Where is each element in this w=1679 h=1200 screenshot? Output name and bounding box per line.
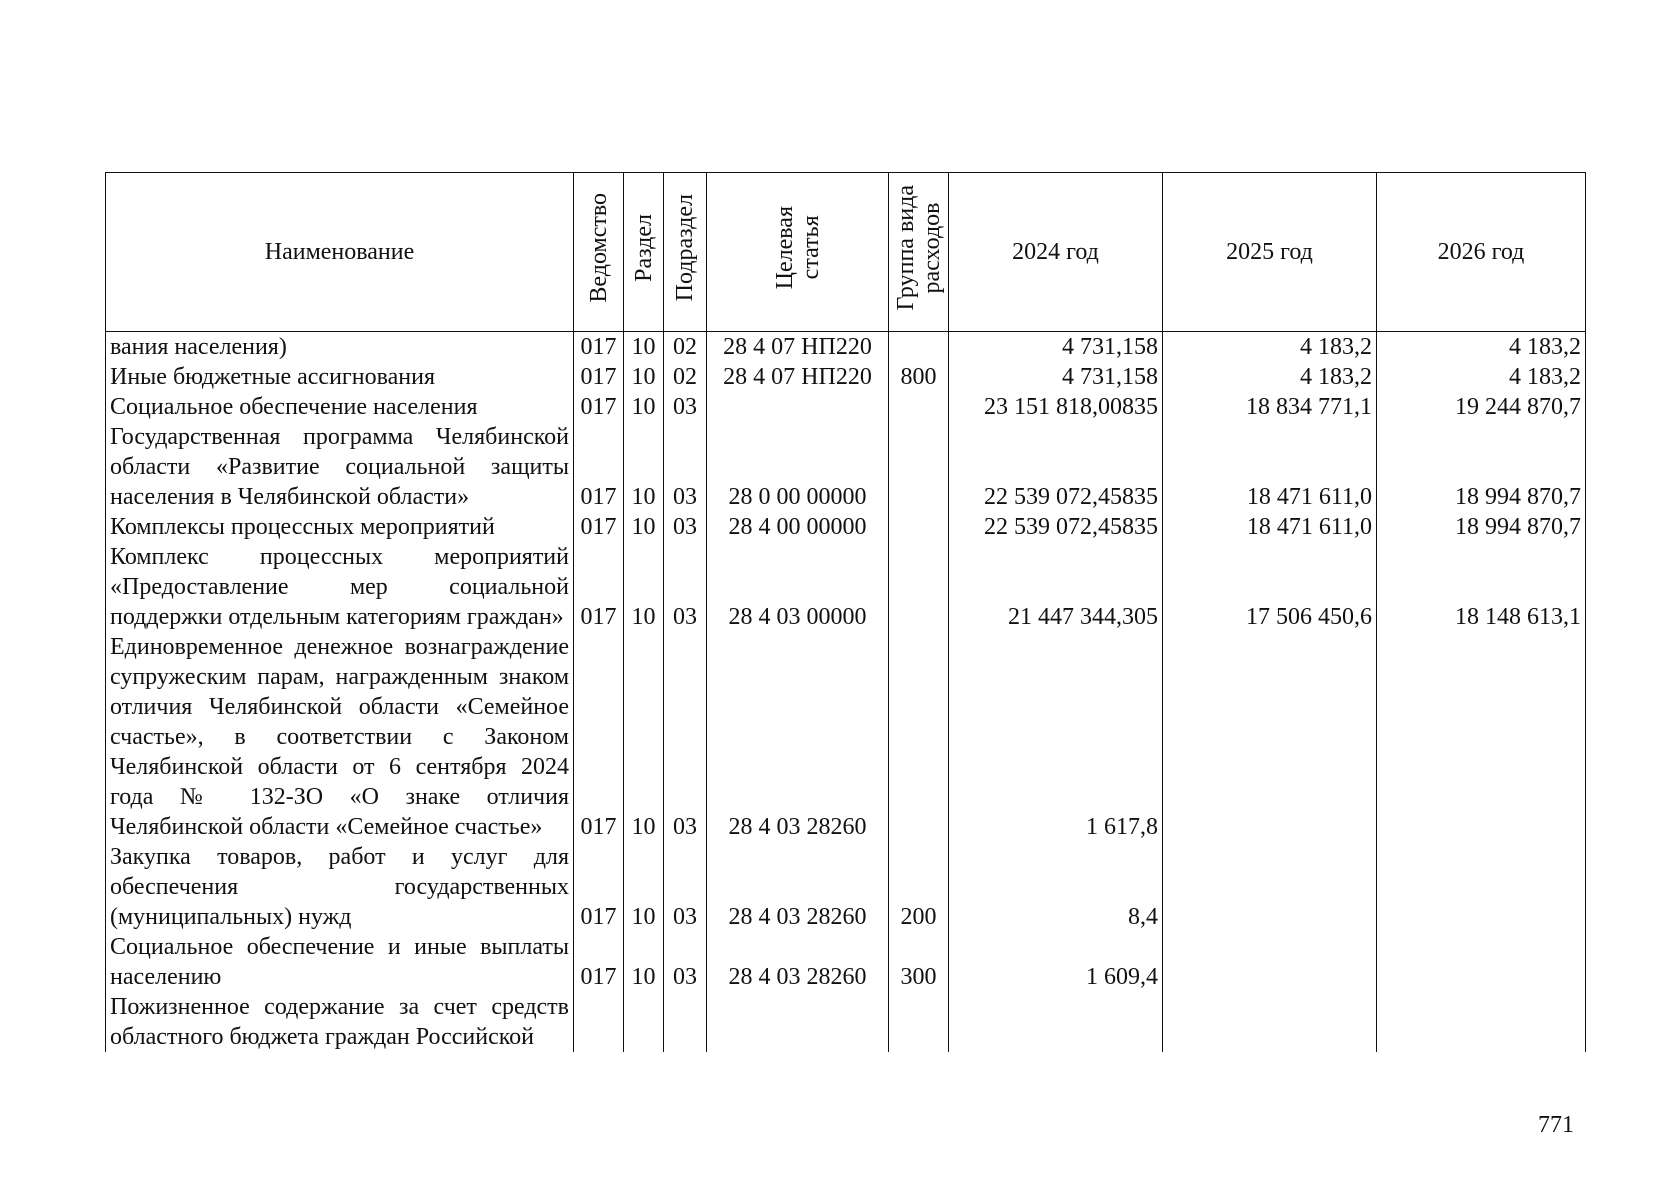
header-expense-group: Группа вида расходов — [889, 173, 949, 332]
row-podrazdel: 03 — [664, 542, 707, 632]
row-amount-2026: 18 994 870,7 — [1377, 422, 1586, 512]
row-target-article: 28 4 03 28260 — [707, 932, 889, 992]
row-vedomstvo: 017 — [574, 842, 624, 932]
row-amount-2025 — [1163, 842, 1377, 932]
row-name: вания населения) — [106, 332, 574, 363]
row-name: Государственная программа Челябинской области «Развитие социальной защиты населения в Челябинской области» — [106, 422, 574, 512]
row-podrazdel: 02 — [664, 362, 707, 392]
row-expense-group — [889, 992, 949, 1052]
table-row — [106, 932, 1586, 992]
row-expense-group — [889, 392, 949, 422]
row-podrazdel: 03 — [664, 512, 707, 542]
table-header-row — [106, 173, 1586, 332]
row-amount-2025: 4 183,2 — [1163, 332, 1377, 363]
row-vedomstvo — [574, 992, 624, 1052]
row-vedomstvo: 017 — [574, 932, 624, 992]
row-razdel: 10 — [624, 542, 664, 632]
row-amount-2026: 18 994 870,7 — [1377, 512, 1586, 542]
table-row — [106, 842, 1586, 932]
row-amount-2024 — [949, 992, 1163, 1052]
row-name: Единовременное денежное вознаграждение супружеским парам, награжденным знаком отличия Челябинской области «Семейное счастье», в соответствии с Законом Челябинской области от 6 сентября 2024 года № 132-ЗО «О знаке отличия Челябинской области «Семейное счастье» — [106, 632, 574, 842]
row-vedomstvo: 017 — [574, 362, 624, 392]
row-vedomstvo: 017 — [574, 392, 624, 422]
row-amount-2024: 23 151 818,00835 — [949, 392, 1163, 422]
table-row — [106, 512, 1586, 542]
row-target-article — [707, 392, 889, 422]
row-amount-2026: 4 183,2 — [1377, 362, 1586, 392]
row-target-article: 28 4 03 28260 — [707, 632, 889, 842]
row-razdel: 10 — [624, 332, 664, 363]
row-razdel: 10 — [624, 362, 664, 392]
header-razdel: Раздел — [624, 173, 664, 332]
row-podrazdel: 03 — [664, 842, 707, 932]
row-amount-2025 — [1163, 632, 1377, 842]
header-target-article: Целевая статья — [707, 173, 889, 332]
table-row — [106, 332, 1586, 363]
row-expense-group — [889, 632, 949, 842]
row-target-article: 28 4 03 28260 — [707, 842, 889, 932]
page-number: 771 — [1538, 1112, 1574, 1138]
table-row — [106, 362, 1586, 392]
row-expense-group — [889, 332, 949, 363]
row-amount-2025: 17 506 450,6 — [1163, 542, 1377, 632]
row-amount-2024: 22 539 072,45835 — [949, 422, 1163, 512]
row-amount-2026: 19 244 870,7 — [1377, 392, 1586, 422]
row-amount-2024: 4 731,158 — [949, 362, 1163, 392]
table-row — [106, 632, 1586, 842]
row-expense-group: 800 — [889, 362, 949, 392]
row-razdel: 10 — [624, 422, 664, 512]
row-podrazdel: 02 — [664, 332, 707, 363]
row-vedomstvo: 017 — [574, 542, 624, 632]
header-2024: 2024 год — [949, 173, 1163, 332]
row-name: Социальное обеспечение населения — [106, 392, 574, 422]
row-name: Комплекс процессных мероприятий «Предоставление мер социальной поддержки отдельным категориям граждан» — [106, 542, 574, 632]
row-podrazdel: 03 — [664, 392, 707, 422]
header-vedomstvo: Ведомство — [574, 173, 624, 332]
row-amount-2025: 18 471 611,0 — [1163, 512, 1377, 542]
row-target-article: 28 0 00 00000 — [707, 422, 889, 512]
row-amount-2025: 4 183,2 — [1163, 362, 1377, 392]
header-name: Наименование — [106, 173, 574, 332]
row-amount-2025: 18 471 611,0 — [1163, 422, 1377, 512]
table-row — [106, 992, 1586, 1052]
row-amount-2024: 1 617,8 — [949, 632, 1163, 842]
table-row — [106, 542, 1586, 632]
row-name: Закупка товаров, работ и услуг для обеспечения государственных (муниципальных) нужд — [106, 842, 574, 932]
row-razdel: 10 — [624, 512, 664, 542]
row-amount-2025 — [1163, 932, 1377, 992]
row-razdel: 10 — [624, 932, 664, 992]
row-amount-2026 — [1377, 842, 1586, 932]
budget-table — [105, 172, 1586, 1052]
row-target-article: 28 4 03 00000 — [707, 542, 889, 632]
row-amount-2026 — [1377, 632, 1586, 842]
row-target-article: 28 4 00 00000 — [707, 512, 889, 542]
row-amount-2026 — [1377, 992, 1586, 1052]
row-razdel — [624, 992, 664, 1052]
row-amount-2024: 22 539 072,45835 — [949, 512, 1163, 542]
row-vedomstvo: 017 — [574, 332, 624, 363]
row-razdel: 10 — [624, 392, 664, 422]
row-podrazdel — [664, 992, 707, 1052]
row-amount-2024: 21 447 344,305 — [949, 542, 1163, 632]
row-target-article: 28 4 07 НП220 — [707, 362, 889, 392]
row-razdel: 10 — [624, 842, 664, 932]
header-podrazdel: Подраздел — [664, 173, 707, 332]
row-razdel: 10 — [624, 632, 664, 842]
header-2026: 2026 год — [1377, 173, 1586, 332]
row-target-article — [707, 992, 889, 1052]
row-amount-2024: 8,4 — [949, 842, 1163, 932]
row-podrazdel: 03 — [664, 632, 707, 842]
table-row — [106, 422, 1586, 512]
row-expense-group: 300 — [889, 932, 949, 992]
row-amount-2025: 18 834 771,1 — [1163, 392, 1377, 422]
row-name: Социальное обеспечение и иные выплаты населению — [106, 932, 574, 992]
table-row — [106, 392, 1586, 422]
row-amount-2026: 4 183,2 — [1377, 332, 1586, 363]
row-name: Комплексы процессных мероприятий — [106, 512, 574, 542]
row-expense-group: 200 — [889, 842, 949, 932]
row-vedomstvo: 017 — [574, 512, 624, 542]
row-name: Иные бюджетные ассигнования — [106, 362, 574, 392]
row-amount-2024: 4 731,158 — [949, 332, 1163, 363]
row-name: Пожизненное содержание за счет средств областного бюджета граждан Российской — [106, 992, 574, 1052]
row-podrazdel: 03 — [664, 932, 707, 992]
row-vedomstvo: 017 — [574, 422, 624, 512]
header-2025: 2025 год — [1163, 173, 1377, 332]
row-amount-2024: 1 609,4 — [949, 932, 1163, 992]
row-amount-2025 — [1163, 992, 1377, 1052]
row-vedomstvo: 017 — [574, 632, 624, 842]
row-amount-2026 — [1377, 932, 1586, 992]
row-target-article: 28 4 07 НП220 — [707, 332, 889, 363]
row-expense-group — [889, 542, 949, 632]
row-expense-group — [889, 512, 949, 542]
row-expense-group — [889, 422, 949, 512]
row-podrazdel: 03 — [664, 422, 707, 512]
row-amount-2026: 18 148 613,1 — [1377, 542, 1586, 632]
